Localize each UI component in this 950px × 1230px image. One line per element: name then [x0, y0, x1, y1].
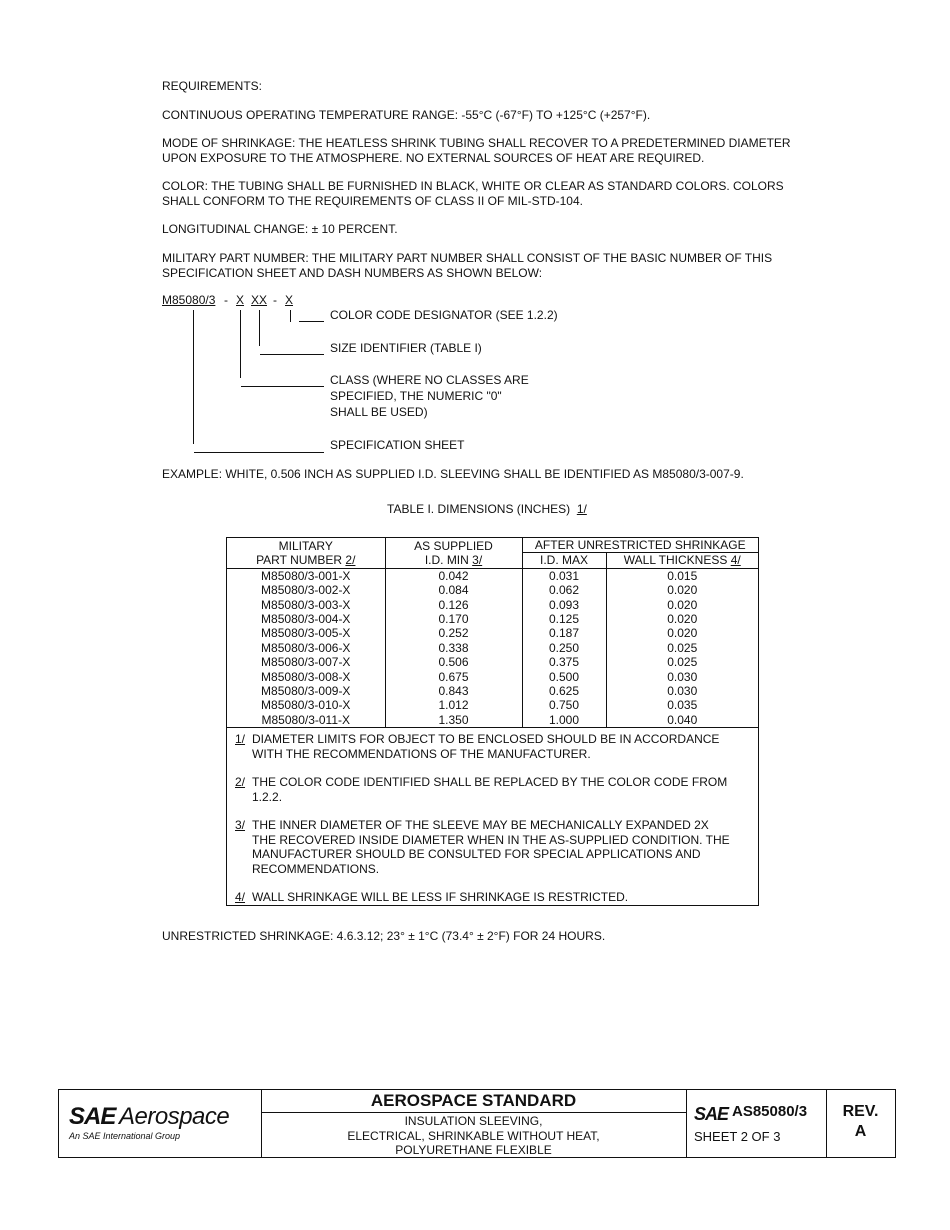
sae-logo-mark: SAE [69, 1103, 116, 1130]
wall-thickness-cell: 0.025 [667, 640, 698, 655]
standard-title: AEROSPACE STANDARD [261, 1090, 686, 1113]
pn-size: XX [251, 293, 268, 307]
military-pn-line-2: SPECIFICATION SHEET AND DASH NUMBERS AS SHOWN BELOW: [162, 266, 543, 280]
id-max-cell: 0.031 [522, 568, 606, 583]
example-text: EXAMPLE: WHITE, 0.506 INCH AS SUPPLIED I.D. SLEEVING SHALL BE IDENTIFIED AS M85080/3-007-9. [162, 467, 744, 481]
logo-cell [59, 1090, 262, 1157]
table-row [227, 583, 758, 597]
id-min-cell: 0.042 [385, 568, 522, 583]
id-min-cell: 0.084 [385, 583, 522, 597]
wall-thickness-cell: 0.040 [667, 712, 698, 727]
wall-thickness-cell: 0.030 [667, 684, 698, 699]
sheet-number: SHEET 2 OF 3 [694, 1129, 781, 1144]
table-row [227, 568, 758, 583]
col-header-part-number-2: PART NUMBER [256, 552, 343, 567]
col-header-part-number [227, 538, 385, 568]
class-label-2: SPECIFIED, THE NUMERIC "0" [330, 389, 502, 403]
wall-thickness-cell: 0.030 [667, 669, 698, 684]
sae-mark: SAE [694, 1104, 729, 1124]
document-number: AS85080/3 [732, 1103, 808, 1120]
part-number-cell: M85080/3-007-X [227, 655, 385, 669]
id-min-cell: 0.252 [385, 626, 522, 640]
id-max-cell: 0.375 [522, 655, 606, 669]
id-min-cell: 1.012 [385, 698, 522, 712]
id-min-cell: 1.350 [385, 713, 522, 727]
logo-tagline: An SAE International Group [69, 1131, 181, 1141]
part-number-cell: M85080/3-004-X [227, 612, 385, 626]
wall-thickness-cell: 0.020 [667, 583, 698, 598]
color-req-line-2: SHALL CONFORM TO THE REQUIREMENTS OF CLASS II OF MIL-STD-104. [162, 194, 583, 208]
title-block [58, 1089, 896, 1158]
pn-class: X [236, 293, 245, 307]
table-title-note: 1/ [576, 502, 587, 516]
dimensions-table [226, 537, 759, 906]
id-min-cell: 0.843 [385, 684, 522, 698]
description-line-1: INSULATION SLEEVING, [404, 1114, 543, 1128]
requirements-heading: REQUIREMENTS: [162, 79, 263, 93]
part-number-cell: M85080/3-003-X [227, 598, 385, 612]
table-note [235, 818, 750, 876]
unrestricted-shrinkage: UNRESTRICTED SHRINKAGE: 4.6.3.12; 23° ± 1°C (73.4° ± 2°F) FOR 24 HOURS. [162, 929, 606, 943]
color-code-label: COLOR CODE DESIGNATOR (SEE 1.2.2) [330, 308, 558, 322]
note-text: THE COLOR CODE IDENTIFIED SHALL BE REPLACED BY THE COLOR CODE FROM 1.2.2. [252, 775, 728, 804]
leader-class-h [241, 386, 324, 387]
id-max-cell: 0.625 [522, 684, 606, 698]
wall-thickness-cell: 0.020 [667, 612, 698, 627]
shrinkage-mode-line-2: UPON EXPOSURE TO THE ATMOSPHERE. NO EXTERNAL SOURCES OF HEAT ARE REQUIRED. [162, 151, 705, 165]
revision-cell [826, 1090, 895, 1157]
col-header-wall [606, 553, 758, 568]
part-number-cell: M85080/3-001-X [227, 568, 385, 583]
col-header-id-min-1: AS SUPPLIED [414, 538, 493, 553]
description-line-2: ELECTRICAL, SHRINKABLE WITHOUT HEAT, [347, 1128, 600, 1143]
table-note [235, 732, 750, 761]
class-label-1: CLASS (WHERE NO CLASSES ARE [330, 373, 529, 387]
table-row [227, 626, 758, 640]
col-group-after-shrinkage: AFTER UNRESTRICTED SHRINKAGE [522, 538, 758, 553]
table-row [227, 655, 758, 669]
id-min-cell: 0.506 [385, 655, 522, 669]
table-row [227, 684, 758, 698]
class-label-3: SHALL BE USED) [330, 405, 428, 419]
wall-thickness-cell: 0.025 [667, 655, 698, 670]
id-max-cell: 0.125 [522, 612, 606, 626]
leader-sheet [193, 310, 194, 444]
col-header-id-min-note: 3/ [472, 552, 483, 567]
id-max-cell: 0.093 [522, 598, 606, 612]
col-header-id-max: I.D. MAX [522, 553, 606, 568]
note-number: 2/ [235, 775, 246, 790]
note-number: 3/ [235, 818, 246, 833]
table-title [387, 502, 587, 517]
leader-color [290, 310, 291, 322]
wall-thickness-cell: 0.035 [667, 698, 698, 713]
revision-value: A [854, 1123, 867, 1140]
wall-thickness-cell: 0.020 [667, 626, 698, 641]
part-number-cell: M85080/3-011-X [227, 713, 385, 727]
spec-sheet-label: SPECIFICATION SHEET [330, 438, 465, 452]
part-number-cell: M85080/3-002-X [227, 583, 385, 597]
wall-thickness-cell: 0.015 [667, 568, 698, 583]
pn-color: X [285, 293, 294, 307]
note-text: THE INNER DIAMETER OF THE SLEEVE MAY BE MECHANICALLY EXPANDED 2X THE RECOVERED INSIDE DIAMETER WHEN IN THE AS-SUPPLIED CONDITION. THE MANUFACTURER SHOULD BE CONSULTED FOR SPECIAL APPLICATIONS AND RECOMMENDATIONS. [252, 818, 730, 876]
id-min-cell: 0.170 [385, 612, 522, 626]
leader-color-h [299, 321, 324, 322]
note-number: 4/ [235, 890, 246, 905]
id-max-cell: 0.062 [522, 583, 606, 597]
table-row [227, 612, 758, 626]
size-identifier-label: SIZE IDENTIFIER (TABLE I) [330, 341, 482, 355]
table-row [227, 641, 758, 655]
document-description [261, 1114, 686, 1158]
col-header-wall-text: WALL THICKNESS [623, 553, 728, 568]
temperature-range: CONTINUOUS OPERATING TEMPERATURE RANGE: -55°C (-67°F) TO +125°C (+257°F). [162, 108, 651, 122]
id-min-cell: 0.338 [385, 641, 522, 655]
color-req-line-1: COLOR: THE TUBING SHALL BE FURNISHED IN BLACK, WHITE OR CLEAR AS STANDARD COLORS. COLORS [162, 179, 784, 193]
aerospace-logo-text: Aerospace [119, 1103, 230, 1130]
military-pn-line-1: MILITARY PART NUMBER: THE MILITARY PART NUMBER SHALL CONSIST OF THE BASIC NUMBER OF THIS [162, 251, 773, 265]
leader-class [240, 310, 241, 378]
doc-number-cell [686, 1090, 827, 1157]
pn-dash-1: - [224, 293, 228, 307]
note-number: 1/ [235, 732, 246, 747]
id-min-cell: 0.675 [385, 670, 522, 684]
table-note [235, 775, 750, 804]
table-notes [227, 727, 758, 905]
col-header-part-number-note: 2/ [345, 552, 356, 567]
id-min-cell: 0.126 [385, 598, 522, 612]
revision-label: REV. [842, 1103, 879, 1120]
table-note [235, 890, 750, 905]
id-max-cell: 0.750 [522, 698, 606, 712]
table-row [227, 698, 758, 712]
leader-size [259, 310, 260, 346]
part-number-breakdown [162, 293, 662, 453]
wall-thickness-cell: 0.020 [667, 597, 698, 612]
table-body [227, 568, 758, 727]
longitudinal-change: LONGITUDINAL CHANGE: ± 10 PERCENT. [162, 222, 398, 236]
col-header-id-min [385, 538, 522, 568]
leader-sheet-h [194, 452, 324, 453]
id-max-cell: 0.250 [522, 641, 606, 655]
note-text: WALL SHRINKAGE WILL BE LESS IF SHRINKAGE IS RESTRICTED. [252, 890, 629, 905]
id-max-cell: 0.500 [522, 670, 606, 684]
table-row [227, 598, 758, 612]
part-number-cell: M85080/3-005-X [227, 626, 385, 640]
col-header-wall-note: 4/ [730, 553, 741, 568]
title-cell [261, 1090, 687, 1157]
part-number-cell: M85080/3-009-X [227, 684, 385, 698]
part-number-cell: M85080/3-008-X [227, 670, 385, 684]
leader-size-h [260, 354, 324, 355]
shrinkage-mode-line-1: MODE OF SHRINKAGE: THE HEATLESS SHRINK TUBING SHALL RECOVER TO A PREDETERMINED DIAMETER [162, 136, 791, 150]
table-title-text: TABLE I. DIMENSIONS (INCHES) [387, 502, 571, 516]
table-row [227, 713, 758, 727]
col-header-id-min-2: I.D. MIN [424, 552, 469, 567]
id-max-cell: 0.187 [522, 626, 606, 640]
pn-base: M85080/3 [162, 293, 216, 307]
table-row [227, 670, 758, 684]
col-header-part-number-1: MILITARY [278, 538, 333, 553]
part-number-cell: M85080/3-010-X [227, 698, 385, 712]
pn-dash-2: - [273, 293, 277, 307]
description-line-3: POLYURETHANE FLEXIBLE [395, 1143, 552, 1157]
note-text: DIAMETER LIMITS FOR OBJECT TO BE ENCLOSED SHOULD BE IN ACCORDANCE WITH THE RECOMMENDATIONS OF THE MANUFACTURER. [252, 732, 720, 761]
id-max-cell: 1.000 [522, 713, 606, 727]
part-number-cell: M85080/3-006-X [227, 641, 385, 655]
